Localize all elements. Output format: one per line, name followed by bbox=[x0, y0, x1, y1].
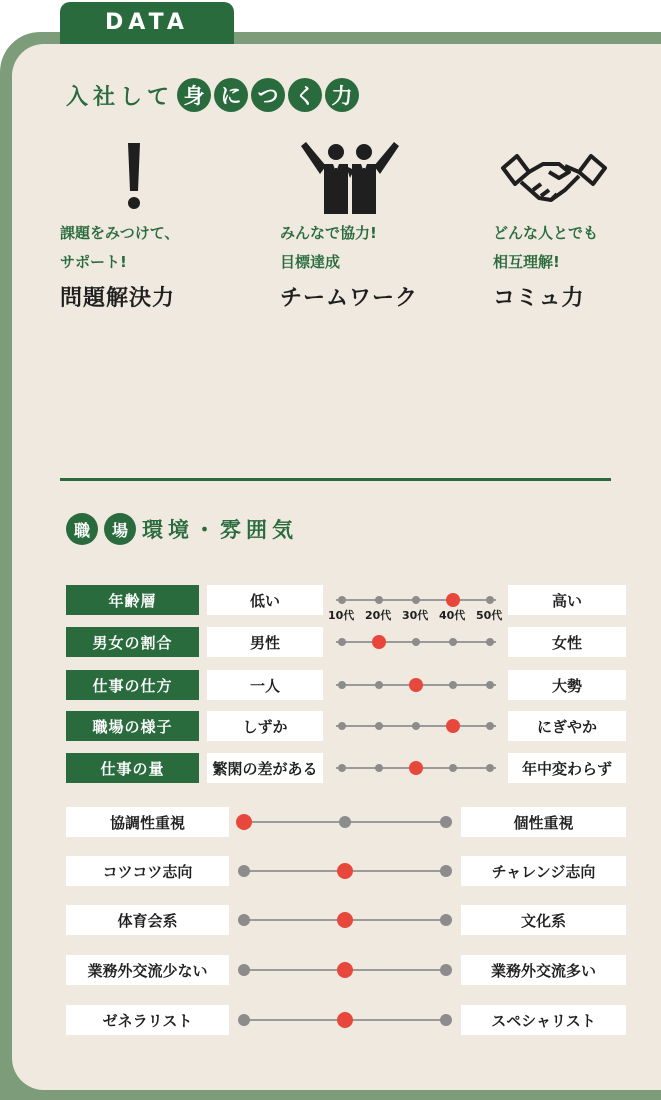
scale-tick-label: 50代 bbox=[476, 609, 503, 622]
tab-label: DATA bbox=[105, 10, 189, 35]
skills-title-char: に bbox=[214, 78, 248, 112]
scale-point bbox=[486, 681, 494, 689]
scale-point bbox=[440, 865, 452, 877]
skill-sub-line1: 課題をみつけて、 bbox=[60, 224, 180, 242]
data-tab bbox=[60, 2, 234, 46]
scale-point bbox=[238, 914, 250, 926]
skill-communication bbox=[493, 135, 661, 312]
scale-point bbox=[238, 865, 250, 877]
section-divider bbox=[60, 478, 611, 481]
skills-title-char: つ bbox=[251, 78, 285, 112]
scale-marker-selected bbox=[446, 719, 460, 733]
scale-point bbox=[486, 638, 494, 646]
scale-point bbox=[412, 722, 420, 730]
scale-marker-selected bbox=[409, 678, 423, 692]
scale-point bbox=[440, 914, 452, 926]
skills-section-title bbox=[66, 78, 359, 112]
scale-tick-label: 10代 bbox=[328, 609, 355, 622]
skill-problem-solving bbox=[60, 135, 230, 312]
skill-name: チームワーク bbox=[280, 286, 419, 311]
skill-sub-line2: 目標達成 bbox=[280, 253, 341, 271]
scale-track bbox=[336, 627, 496, 657]
environment-scale-row bbox=[66, 670, 626, 700]
scale-track bbox=[328, 585, 503, 622]
scale-marker-selected bbox=[236, 814, 252, 830]
scale-heading: 年齢層 bbox=[66, 585, 199, 615]
scale-point bbox=[449, 764, 457, 772]
scale-left-label: 業務外交流少ない bbox=[66, 955, 229, 985]
skill-sub-line2: サポート! bbox=[60, 253, 127, 271]
scale-marker-selected bbox=[372, 635, 386, 649]
scale-right-label: 個性重視 bbox=[461, 807, 626, 837]
scale-left-label: 繁閑の差がある bbox=[207, 753, 323, 783]
scale-point bbox=[440, 816, 452, 828]
scale-point bbox=[375, 722, 383, 730]
scale-track bbox=[336, 753, 496, 783]
scale-point bbox=[449, 638, 457, 646]
scale-point bbox=[449, 681, 457, 689]
skill-sub-line1: どんな人とでも bbox=[493, 224, 599, 242]
scale-heading: 職場の様子 bbox=[66, 711, 199, 741]
scale-right-label: 業務外交流多い bbox=[461, 955, 626, 985]
scale-left-label: 男性 bbox=[207, 627, 323, 657]
scale-track bbox=[238, 807, 452, 837]
scale-right-label: 文化系 bbox=[461, 905, 626, 935]
scale-point bbox=[375, 764, 383, 772]
scale-point bbox=[486, 596, 494, 604]
scale-track bbox=[238, 905, 452, 935]
scale-heading: 男女の割合 bbox=[66, 627, 199, 657]
style-scale-row bbox=[66, 856, 626, 886]
scale-track bbox=[238, 1005, 452, 1035]
style-scale-row bbox=[66, 807, 626, 837]
style-scale-row bbox=[66, 955, 626, 985]
skill-sub-line2: 相互理解! bbox=[493, 253, 560, 271]
scale-left-label: ゼネラリスト bbox=[66, 1005, 229, 1035]
scale-right-label: 年中変わらず bbox=[508, 753, 626, 783]
scale-right-label: にぎやか bbox=[508, 711, 626, 741]
skills-title-plain: 入社して bbox=[66, 84, 175, 110]
scale-point bbox=[338, 764, 346, 772]
scale-point bbox=[412, 638, 420, 646]
scale-point bbox=[486, 722, 494, 730]
scale-tick-label: 40代 bbox=[439, 609, 466, 622]
scale-left-label: 一人 bbox=[207, 670, 323, 700]
skills-title-char: く bbox=[288, 78, 322, 112]
scale-marker-selected bbox=[446, 593, 460, 607]
scale-point bbox=[440, 964, 452, 976]
scale-marker-selected bbox=[409, 761, 423, 775]
scale-left-label: 低い bbox=[207, 585, 323, 615]
scale-track bbox=[336, 711, 496, 741]
scale-tick-label: 30代 bbox=[402, 609, 429, 622]
style-scale-row bbox=[66, 905, 626, 935]
scale-point bbox=[338, 722, 346, 730]
scale-marker-selected bbox=[337, 1012, 353, 1028]
scale-point bbox=[338, 596, 346, 604]
environment-section-title bbox=[66, 512, 298, 546]
scale-right-label: チャレンジ志向 bbox=[461, 856, 626, 886]
teamwork-icon bbox=[300, 136, 400, 216]
skill-sub-line1: みんなで協力! bbox=[280, 224, 377, 242]
scale-right-label: 大勢 bbox=[508, 670, 626, 700]
style-scale-row bbox=[66, 1005, 626, 1035]
environment-scale-row bbox=[66, 711, 626, 741]
scale-right-label: スペシャリスト bbox=[461, 1005, 626, 1035]
scale-track bbox=[238, 955, 452, 985]
scale-marker-selected bbox=[337, 863, 353, 879]
scale-tick-label: 20代 bbox=[365, 609, 392, 622]
scale-left-label: しずか bbox=[207, 711, 323, 741]
scale-point bbox=[238, 1014, 250, 1026]
scale-point bbox=[338, 681, 346, 689]
skills-title-char: 身 bbox=[177, 78, 211, 112]
environment-scale-row bbox=[66, 753, 626, 783]
scale-point bbox=[412, 596, 420, 604]
env-title-char: 職 bbox=[66, 513, 98, 545]
scale-heading: 仕事の仕方 bbox=[66, 670, 199, 700]
scale-point bbox=[375, 681, 383, 689]
scale-point bbox=[486, 764, 494, 772]
scale-point bbox=[238, 964, 250, 976]
env-title-plain: 環境・雰囲気 bbox=[142, 518, 298, 542]
scale-left-label: 協調性重視 bbox=[66, 807, 229, 837]
exclamation-icon bbox=[124, 141, 144, 211]
skill-name: 問題解決力 bbox=[60, 286, 176, 311]
scale-track bbox=[238, 856, 452, 886]
scale-point bbox=[440, 1014, 452, 1026]
scale-marker-selected bbox=[337, 912, 353, 928]
scale-right-label: 女性 bbox=[508, 627, 626, 657]
scale-right-label: 高い bbox=[508, 585, 626, 615]
scale-left-label: コツコツ志向 bbox=[66, 856, 229, 886]
environment-scale-row bbox=[66, 627, 626, 657]
skill-teamwork bbox=[280, 135, 450, 312]
scale-point bbox=[375, 596, 383, 604]
environment-scale-row bbox=[66, 585, 626, 622]
scale-point bbox=[338, 638, 346, 646]
scale-marker-selected bbox=[337, 962, 353, 978]
scale-left-label: 体育会系 bbox=[66, 905, 229, 935]
skills-title-char: 力 bbox=[325, 78, 359, 112]
env-title-char: 場 bbox=[104, 513, 136, 545]
skill-name: コミュ力 bbox=[493, 286, 585, 311]
scale-heading: 仕事の量 bbox=[66, 753, 199, 783]
handshake-icon bbox=[499, 146, 609, 206]
scale-track bbox=[336, 670, 496, 700]
scale-point bbox=[339, 816, 351, 828]
